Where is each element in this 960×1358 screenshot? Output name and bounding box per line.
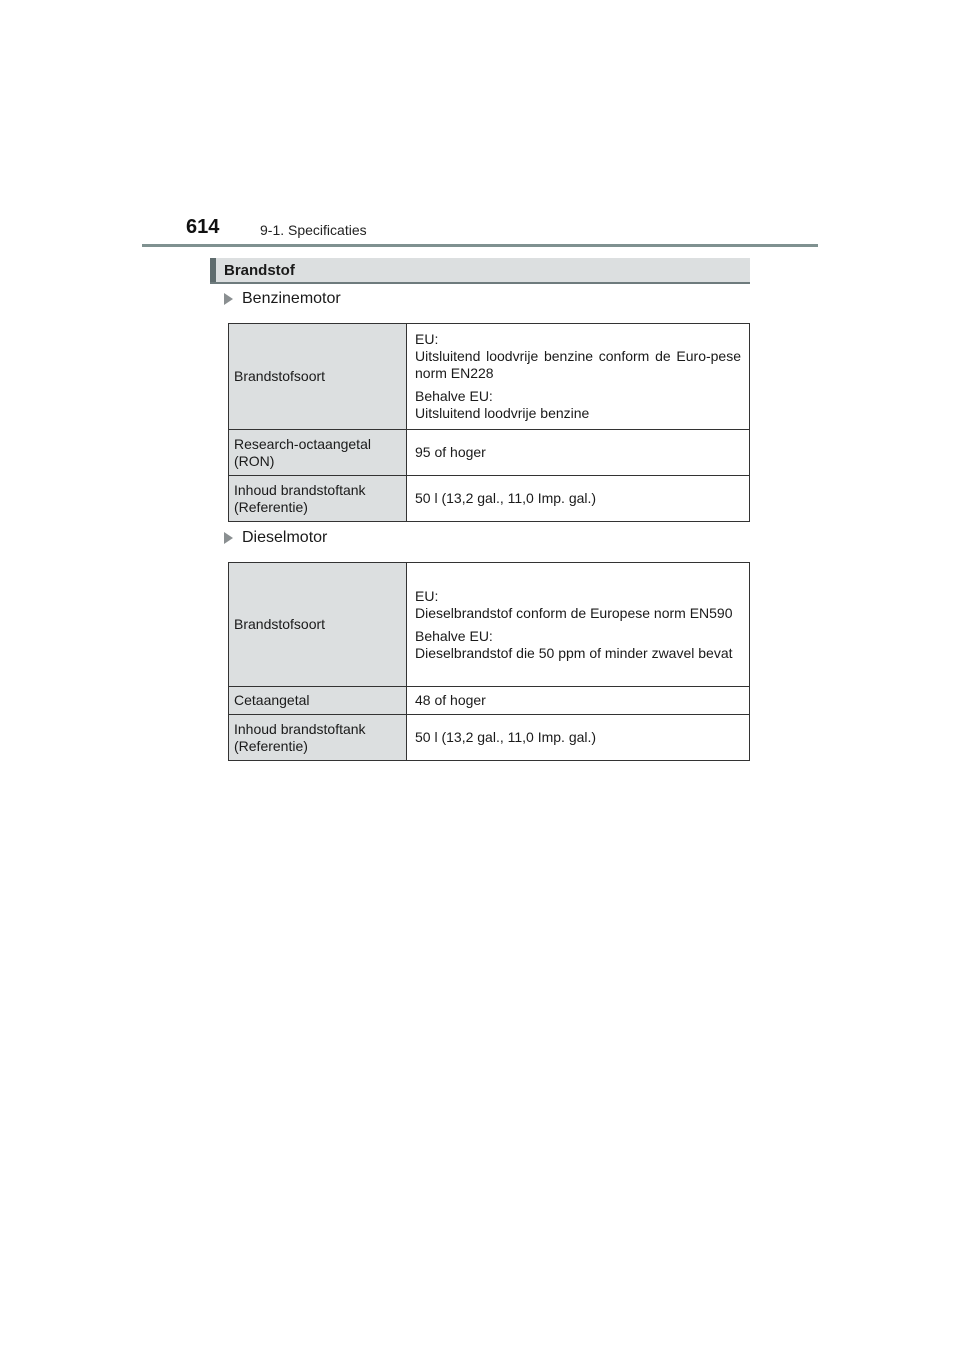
table-row [229, 563, 750, 687]
diesel-subheading [224, 529, 327, 547]
table-row [229, 715, 750, 761]
row-label: Cetaangetal [229, 687, 407, 715]
row-value [407, 563, 750, 687]
eu-label: EU: [415, 587, 439, 604]
eu-requirement [415, 588, 741, 622]
non-eu-requirement [415, 628, 741, 662]
eu-requirement [415, 331, 741, 382]
row-label: Brandstofsoort [229, 324, 407, 430]
page-number: 614 [186, 216, 220, 238]
row-value: 48 of hoger [407, 687, 750, 715]
non-eu-label: Behalve EU: [415, 388, 493, 404]
table-row [229, 476, 750, 522]
row-value: 50 l (13,2 gal., 11,0 Imp. gal.) [407, 476, 750, 522]
petrol-subheading-label: Benzinemotor [242, 290, 341, 307]
row-label: Inhoud brandstoftank (Referentie) [229, 715, 407, 761]
triangle-bullet-icon [224, 532, 233, 544]
diesel-subheading-label: Dieselmotor [242, 529, 328, 546]
heading-title: Brandstof [224, 262, 295, 279]
heading-accent [210, 258, 216, 282]
row-label: Research-octaangetal (RON) [229, 430, 407, 476]
row-label: Brandstofsoort [229, 563, 407, 687]
row-value: 95 of hoger [407, 430, 750, 476]
table-row [229, 687, 750, 715]
row-value: 50 l (13,2 gal., 11,0 Imp. gal.) [407, 715, 750, 761]
table-row [229, 430, 750, 476]
non-eu-text: Uitsluitend loodvrije benzine [415, 405, 590, 421]
eu-label: EU: [415, 331, 439, 347]
non-eu-requirement [415, 388, 741, 422]
non-eu-text: Dieselbrandstof die 50 ppm of minder zwavel bevat [415, 644, 733, 661]
eu-text: Dieselbrandstof conform de Europese norm EN590 [415, 604, 733, 621]
section-title: 9-1. Specificaties [260, 222, 367, 238]
eu-text: Uitsluitend loodvrije benzine conform de Euro-pese norm EN228 [415, 348, 741, 381]
petrol-spec-table [228, 323, 750, 522]
table-row [229, 324, 750, 430]
non-eu-label: Behalve EU: [415, 627, 493, 644]
triangle-bullet-icon [224, 293, 233, 305]
petrol-subheading [224, 290, 341, 308]
header-rule [142, 244, 818, 247]
row-value [407, 324, 750, 430]
row-label: Inhoud brandstoftank (Referentie) [229, 476, 407, 522]
heading-bar [210, 258, 750, 284]
diesel-spec-table [228, 562, 750, 761]
